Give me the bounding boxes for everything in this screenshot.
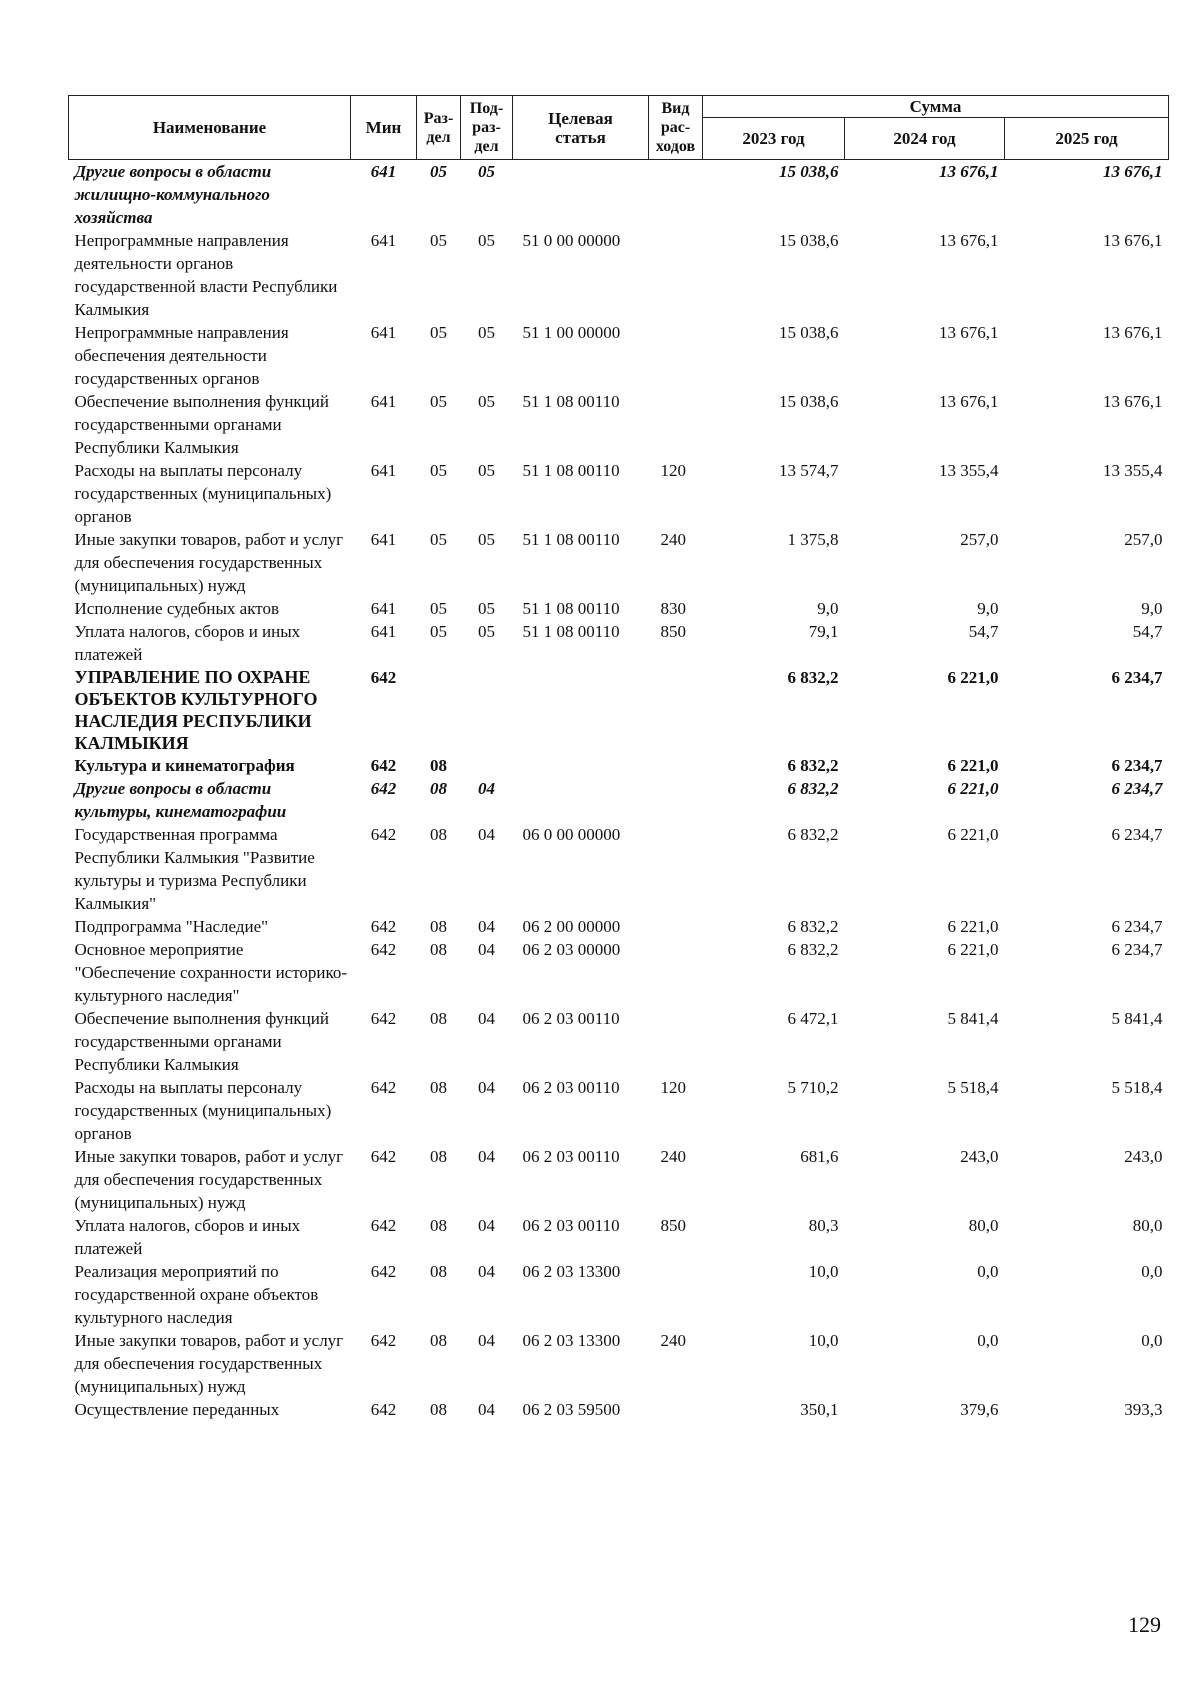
cell-name: Исполнение судебных актов	[74, 599, 279, 618]
table-row	[69, 1145, 1169, 1214]
cell-celevaya-statya: 06 2 03 00110	[522, 1078, 620, 1097]
cell-name: Обеспечение выполнения функций государственными органами Республики Калмыкия	[74, 392, 329, 457]
cell-podrazdel: 05	[478, 461, 495, 480]
cell-vid-rashodov: 850	[660, 1216, 686, 1235]
cell-min: 642	[370, 1262, 397, 1281]
cell-podrazdel: 05	[478, 530, 495, 549]
cell-min: 641	[370, 530, 397, 549]
cell-name: Осуществление переданных	[74, 1400, 280, 1419]
table-row	[69, 915, 1169, 938]
cell-podrazdel: 04	[478, 917, 495, 936]
cell-podrazdel: 05	[478, 392, 495, 411]
cell-razdel: 08	[430, 1009, 447, 1028]
cell-razdel: 08	[430, 1216, 447, 1235]
table-row	[69, 754, 1169, 777]
cell-sum-2024: 379,6	[960, 1400, 999, 1419]
cell-celevaya-statya: 06 2 00 00000	[522, 917, 621, 936]
cell-vid-rashodov	[649, 666, 703, 754]
cell-vid-rashodov	[649, 160, 703, 230]
cell-sum-2023: 1 375,8	[787, 530, 839, 549]
table-row	[69, 666, 1169, 754]
table-row	[69, 1260, 1169, 1329]
cell-sum-2023: 6 832,2	[787, 668, 839, 687]
cell-min: 642	[370, 917, 397, 936]
cell-sum-2025: 13 676,1	[1103, 392, 1163, 411]
cell-sum-2023: 15 038,6	[779, 323, 839, 342]
cell-min: 641	[370, 323, 397, 342]
cell-vid-rashodov	[649, 229, 703, 321]
cell-vid-rashodov: 240	[660, 1331, 686, 1350]
cell-sum-2023: 6 832,2	[787, 825, 839, 844]
cell-sum-2024: 6 221,0	[947, 779, 999, 798]
table-row	[69, 1214, 1169, 1260]
cell-sum-2024: 80,0	[968, 1216, 999, 1235]
cell-min: 642	[370, 1078, 397, 1097]
cell-podrazdel: 05	[478, 599, 495, 618]
cell-razdel: 08	[430, 917, 447, 936]
table-body	[69, 160, 1169, 1422]
cell-sum-2023: 10,0	[808, 1331, 839, 1350]
cell-celevaya-statya	[513, 160, 649, 230]
cell-podrazdel	[461, 754, 513, 777]
cell-sum-2023: 80,3	[808, 1216, 839, 1235]
cell-razdel: 08	[430, 825, 447, 844]
header-vid-rashodov: Вид рас- ходов	[649, 96, 703, 160]
cell-podrazdel: 04	[478, 1147, 495, 1166]
header-year-2025: 2025 год	[1005, 118, 1169, 160]
cell-vid-rashodov	[649, 754, 703, 777]
cell-vid-rashodov	[649, 823, 703, 915]
cell-razdel: 08	[430, 756, 447, 775]
cell-sum-2025: 6 234,7	[1111, 917, 1163, 936]
cell-min: 642	[370, 756, 397, 775]
cell-celevaya-statya: 51 1 08 00110	[522, 599, 620, 618]
cell-sum-2023: 15 038,6	[779, 162, 839, 181]
cell-razdel	[417, 666, 461, 754]
cell-razdel: 05	[430, 599, 447, 618]
cell-vid-rashodov	[649, 1007, 703, 1076]
cell-sum-2023: 6 832,2	[787, 756, 839, 775]
cell-sum-2023: 6 832,2	[787, 779, 839, 798]
cell-min: 641	[370, 461, 397, 480]
page-number: 129	[1128, 1612, 1161, 1637]
cell-celevaya-statya: 51 1 08 00110	[522, 530, 620, 549]
cell-sum-2023: 9,0	[817, 599, 839, 618]
cell-min: 642	[370, 1009, 397, 1028]
cell-razdel: 05	[430, 392, 447, 411]
cell-sum-2025: 6 234,7	[1111, 756, 1163, 775]
cell-razdel: 05	[430, 323, 447, 342]
cell-sum-2025: 6 234,7	[1111, 825, 1163, 844]
cell-name: Иные закупки товаров, работ и услуг для обеспечения государственных (муниципальных) нужд	[74, 1331, 344, 1396]
cell-sum-2024: 6 221,0	[947, 917, 999, 936]
cell-sum-2025: 6 234,7	[1111, 779, 1163, 798]
cell-vid-rashodov: 240	[660, 530, 686, 549]
cell-vid-rashodov	[649, 777, 703, 823]
cell-name: Непрограммные направления обеспечения деятельности государственных органов	[74, 323, 289, 388]
cell-sum-2024: 13 676,1	[939, 392, 999, 411]
cell-name: УПРАВЛЕНИЕ ПО ОХРАНЕ ОБЪЕКТОВ КУЛЬТУРНОГО НАСЛЕДИЯ РЕСПУБЛИКИ КАЛМЫКИЯ	[74, 667, 318, 753]
cell-sum-2025: 6 234,7	[1111, 940, 1163, 959]
cell-min: 642	[370, 1400, 397, 1419]
cell-sum-2025: 6 234,7	[1111, 668, 1163, 687]
cell-sum-2025: 257,0	[1124, 530, 1163, 549]
cell-name: Обеспечение выполнения функций государственными органами Республики Калмыкия	[74, 1009, 329, 1074]
cell-vid-rashodov: 120	[660, 1078, 686, 1097]
cell-celevaya-statya: 06 2 03 13300	[522, 1331, 621, 1350]
cell-min: 642	[370, 668, 397, 687]
cell-razdel: 08	[430, 1078, 447, 1097]
cell-podrazdel: 05	[478, 162, 495, 181]
cell-razdel: 05	[430, 530, 447, 549]
cell-sum-2024: 5 841,4	[947, 1009, 999, 1028]
cell-celevaya-statya: 51 1 08 00110	[522, 622, 620, 641]
cell-sum-2024: 13 355,4	[939, 461, 999, 480]
cell-sum-2023: 681,6	[800, 1147, 839, 1166]
cell-podrazdel: 04	[478, 1400, 495, 1419]
cell-name: Основное мероприятие "Обеспечение сохранности историко-культурного наследия"	[74, 940, 348, 1005]
cell-razdel: 08	[430, 1400, 447, 1419]
cell-sum-2024: 13 676,1	[939, 323, 999, 342]
cell-sum-2025: 13 355,4	[1103, 461, 1163, 480]
header-podrazdel: Под- раз- дел	[461, 96, 513, 160]
cell-podrazdel: 04	[478, 779, 495, 798]
table-row	[69, 528, 1169, 597]
cell-min: 641	[370, 392, 397, 411]
cell-sum-2025: 393,3	[1124, 1400, 1163, 1419]
cell-celevaya-statya	[513, 777, 649, 823]
cell-celevaya-statya: 06 2 03 00110	[522, 1147, 620, 1166]
table-row	[69, 1007, 1169, 1076]
cell-celevaya-statya: 06 0 00 00000	[522, 825, 621, 844]
cell-vid-rashodov	[649, 1260, 703, 1329]
cell-podrazdel: 04	[478, 1216, 495, 1235]
cell-name: Непрограммные направления деятельности органов государственной власти Республики Калмыкия	[74, 231, 338, 319]
cell-name: Расходы на выплаты персоналу государственных (муниципальных) органов	[74, 461, 332, 526]
cell-min: 641	[370, 162, 397, 181]
cell-sum-2023: 13 574,7	[779, 461, 839, 480]
cell-min: 641	[370, 599, 397, 618]
cell-sum-2023: 15 038,6	[779, 231, 839, 250]
cell-podrazdel: 04	[478, 1078, 495, 1097]
cell-sum-2025: 13 676,1	[1103, 231, 1163, 250]
cell-sum-2025: 13 676,1	[1103, 323, 1163, 342]
cell-sum-2024: 243,0	[960, 1147, 999, 1166]
table-row	[69, 1398, 1169, 1421]
cell-min: 642	[370, 1147, 397, 1166]
cell-vid-rashodov: 240	[660, 1147, 686, 1166]
cell-razdel: 05	[430, 461, 447, 480]
cell-sum-2025: 0,0	[1141, 1262, 1163, 1281]
cell-vid-rashodov	[649, 1398, 703, 1421]
cell-name: Иные закупки товаров, работ и услуг для обеспечения государственных (муниципальных) нужд	[74, 530, 344, 595]
cell-celevaya-statya: 06 2 03 59500	[522, 1400, 621, 1419]
cell-name: Уплата налогов, сборов и иных платежей	[74, 622, 301, 664]
table-row	[69, 620, 1169, 666]
table-row	[69, 823, 1169, 915]
cell-name: Расходы на выплаты персоналу государственных (муниципальных) органов	[74, 1078, 332, 1143]
table-row	[69, 1076, 1169, 1145]
cell-sum-2024: 5 518,4	[947, 1078, 999, 1097]
header-summa: Сумма	[703, 96, 1169, 118]
cell-sum-2024: 13 676,1	[939, 162, 999, 181]
table-row	[69, 229, 1169, 321]
cell-min: 642	[370, 1331, 397, 1350]
cell-celevaya-statya	[513, 754, 649, 777]
cell-razdel: 08	[430, 1262, 447, 1281]
cell-celevaya-statya: 51 1 08 00110	[522, 392, 620, 411]
table-row	[69, 459, 1169, 528]
cell-vid-rashodov: 120	[660, 461, 686, 480]
cell-name: Уплата налогов, сборов и иных платежей	[74, 1216, 301, 1258]
cell-vid-rashodov	[649, 321, 703, 390]
cell-celevaya-statya: 06 2 03 00110	[522, 1009, 620, 1028]
cell-podrazdel: 04	[478, 1009, 495, 1028]
cell-podrazdel: 04	[478, 825, 495, 844]
cell-sum-2023: 6 472,1	[787, 1009, 839, 1028]
cell-name: Подпрограмма "Наследие"	[74, 917, 269, 936]
cell-sum-2024: 257,0	[960, 530, 999, 549]
cell-vid-rashodov: 850	[660, 622, 686, 641]
cell-celevaya-statya: 06 2 03 13300	[522, 1262, 621, 1281]
cell-min: 641	[370, 622, 397, 641]
header-year-2024: 2024 год	[845, 118, 1005, 160]
cell-celevaya-statya: 51 0 00 00000	[522, 231, 621, 250]
cell-sum-2024: 0,0	[977, 1331, 999, 1350]
table-header	[69, 96, 1169, 160]
cell-min: 642	[370, 940, 397, 959]
header-year-2023: 2023 год	[703, 118, 845, 160]
cell-vid-rashodov	[649, 915, 703, 938]
cell-razdel: 05	[430, 622, 447, 641]
cell-name: Иные закупки товаров, работ и услуг для обеспечения государственных (муниципальных) нужд	[74, 1147, 344, 1212]
cell-podrazdel: 04	[478, 1331, 495, 1350]
cell-min: 642	[370, 1216, 397, 1235]
header-razdel: Раз- дел	[417, 96, 461, 160]
cell-sum-2023: 6 832,2	[787, 917, 839, 936]
header-celevaya-statya: Целевая статья	[513, 96, 649, 160]
cell-sum-2024: 13 676,1	[939, 231, 999, 250]
cell-sum-2023: 6 832,2	[787, 940, 839, 959]
cell-razdel: 08	[430, 1147, 447, 1166]
cell-name: Другие вопросы в области культуры, кинематографии	[74, 779, 287, 821]
cell-name: Культура и кинематография	[74, 756, 295, 775]
cell-sum-2024: 54,7	[968, 622, 999, 641]
cell-podrazdel: 04	[478, 940, 495, 959]
cell-podrazdel: 04	[478, 1262, 495, 1281]
cell-sum-2023: 350,1	[800, 1400, 839, 1419]
header-min: Мин	[351, 96, 417, 160]
cell-min: 641	[370, 231, 397, 250]
table-row	[69, 777, 1169, 823]
table-row	[69, 390, 1169, 459]
cell-podrazdel	[461, 666, 513, 754]
cell-sum-2025: 243,0	[1124, 1147, 1163, 1166]
cell-vid-rashodov	[649, 938, 703, 1007]
cell-vid-rashodov: 830	[660, 599, 686, 618]
cell-vid-rashodov	[649, 390, 703, 459]
cell-sum-2025: 9,0	[1141, 599, 1163, 618]
cell-razdel: 08	[430, 779, 447, 798]
cell-celevaya-statya: 51 1 08 00110	[522, 461, 620, 480]
cell-razdel: 08	[430, 1331, 447, 1350]
table-row	[69, 321, 1169, 390]
cell-sum-2023: 15 038,6	[779, 392, 839, 411]
cell-sum-2024: 9,0	[977, 599, 999, 618]
table-row	[69, 1329, 1169, 1398]
cell-razdel: 05	[430, 231, 447, 250]
cell-sum-2024: 6 221,0	[947, 756, 999, 775]
cell-name: Государственная программа Республики Калмыкия "Развитие культуры и туризма Республики Калмыкия"	[74, 825, 315, 913]
cell-name: Другие вопросы в области жилищно-коммунального хозяйства	[74, 162, 272, 227]
table-row	[69, 160, 1169, 230]
cell-sum-2025: 80,0	[1132, 1216, 1163, 1235]
cell-sum-2025: 54,7	[1132, 622, 1163, 641]
cell-sum-2023: 10,0	[808, 1262, 839, 1281]
cell-celevaya-statya: 06 2 03 00000	[522, 940, 621, 959]
cell-celevaya-statya: 51 1 00 00000	[522, 323, 621, 342]
table-row	[69, 938, 1169, 1007]
cell-min: 642	[370, 825, 397, 844]
cell-celevaya-statya	[513, 666, 649, 754]
table-row	[69, 597, 1169, 620]
cell-min: 642	[370, 779, 397, 798]
cell-razdel: 08	[430, 940, 447, 959]
header-name: Наименование	[69, 96, 351, 160]
cell-sum-2025: 5 518,4	[1111, 1078, 1163, 1097]
cell-podrazdel: 05	[478, 323, 495, 342]
cell-sum-2024: 0,0	[977, 1262, 999, 1281]
cell-sum-2025: 5 841,4	[1111, 1009, 1163, 1028]
cell-sum-2024: 6 221,0	[947, 668, 999, 687]
cell-sum-2024: 6 221,0	[947, 825, 999, 844]
cell-razdel: 05	[430, 162, 447, 181]
cell-sum-2024: 6 221,0	[947, 940, 999, 959]
cell-sum-2025: 13 676,1	[1103, 162, 1163, 181]
cell-sum-2023: 5 710,2	[787, 1078, 839, 1097]
cell-sum-2025: 0,0	[1141, 1331, 1163, 1350]
cell-celevaya-statya: 06 2 03 00110	[522, 1216, 620, 1235]
cell-name: Реализация мероприятий по государственной охране объектов культурного наследия	[74, 1262, 319, 1327]
cell-podrazdel: 05	[478, 231, 495, 250]
budget-table	[68, 95, 1169, 1421]
cell-podrazdel: 05	[478, 622, 495, 641]
cell-sum-2023: 79,1	[808, 622, 839, 641]
